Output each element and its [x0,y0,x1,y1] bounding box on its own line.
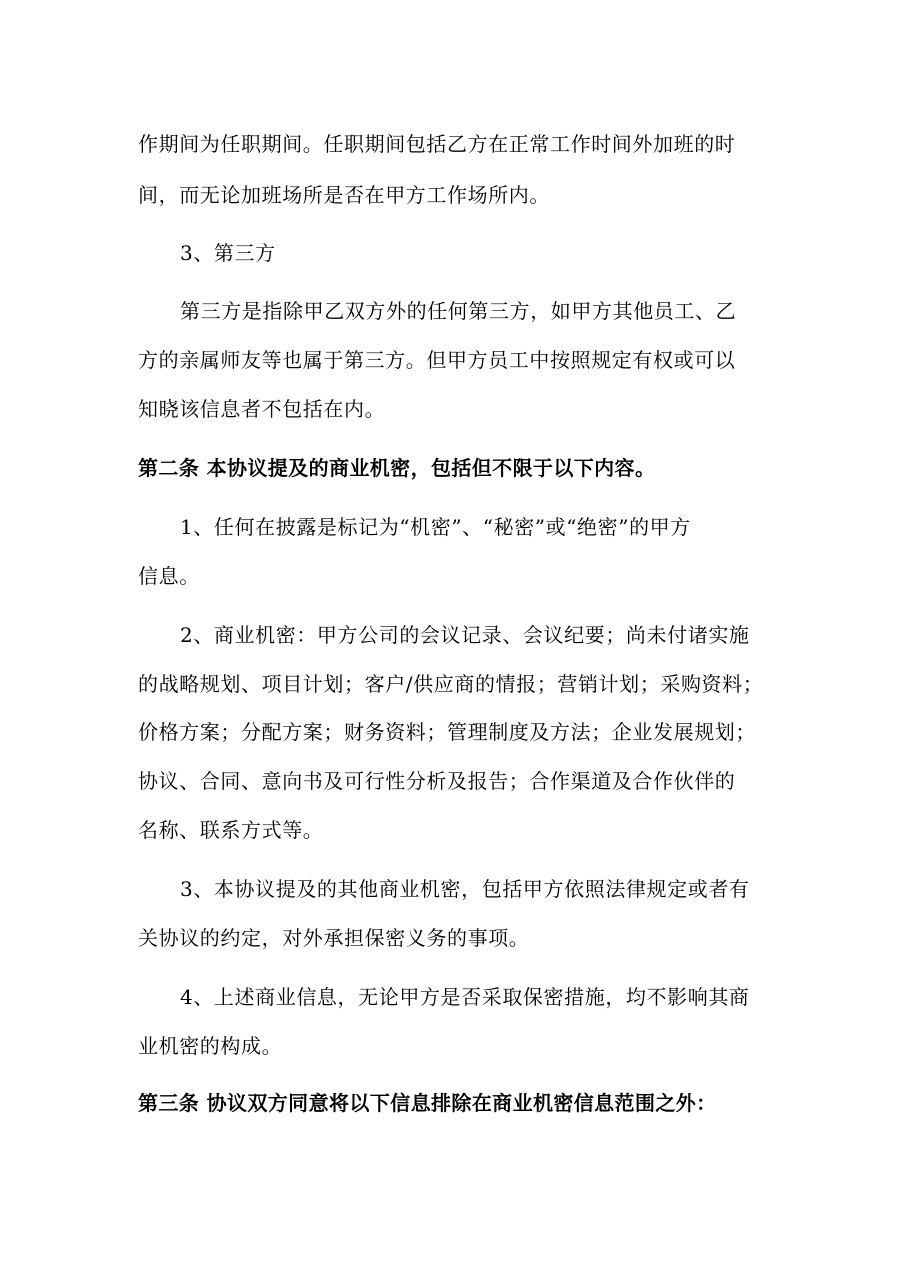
list-item-line: 名称、联系方式等。 [138,818,324,842]
paragraph-line: 作期间为任职期间。任职期间包括乙方在正常工作时间外加班的时 [138,132,736,156]
list-item-line: 信息。 [138,564,200,588]
list-item-line: 3、本协议提及的其他商业机密，包括甲方依照法律规定或者有 [180,877,750,901]
list-item-line: 价格方案；分配方案；财务资料；管理制度及方法；企业发展规划； [138,720,756,744]
list-item-line: 4、上述商业信息，无论甲方是否采取保密措施，均不影响其商 [180,985,750,1009]
list-item-line: 协议、合同、意向书及可行性分析及报告；合作渠道及合作伙伴的 [138,769,736,793]
article-3-heading: 第三条 协议双方同意将以下信息排除在商业机密信息范围之外： [138,1091,717,1115]
list-item-line: 1、任何在披露是标记为“机密”、“秘密”或“绝密”的甲方 [180,515,691,539]
paragraph-line: 知晓该信息者不包括在内。 [138,397,386,421]
article-2-heading: 第二条 本协议提及的商业机密，包括但不限于以下内容。 [138,456,656,480]
list-item-line: 的战略规划、项目计划；客户/供应商的情报；营销计划；采购资料； [138,672,764,696]
paragraph-line: 第三方是指除甲乙双方外的任何第三方，如甲方其他员工、乙 [180,299,737,323]
list-item-line: 关协议的约定，对外承担保密义务的事项。 [138,926,530,950]
item-title-third-party: 3、第三方 [180,241,276,265]
list-item-line: 业机密的构成。 [138,1034,283,1058]
paragraph-line: 方的亲属师友等也属于第三方。但甲方员工中按照规定有权或可以 [138,348,736,372]
paragraph-line: 间，而无论加班场所是否在甲方工作场所内。 [138,183,550,207]
list-item-line: 2、商业机密：甲方公司的会议记录、会议纪要；尚未付诸实施 [180,623,750,647]
